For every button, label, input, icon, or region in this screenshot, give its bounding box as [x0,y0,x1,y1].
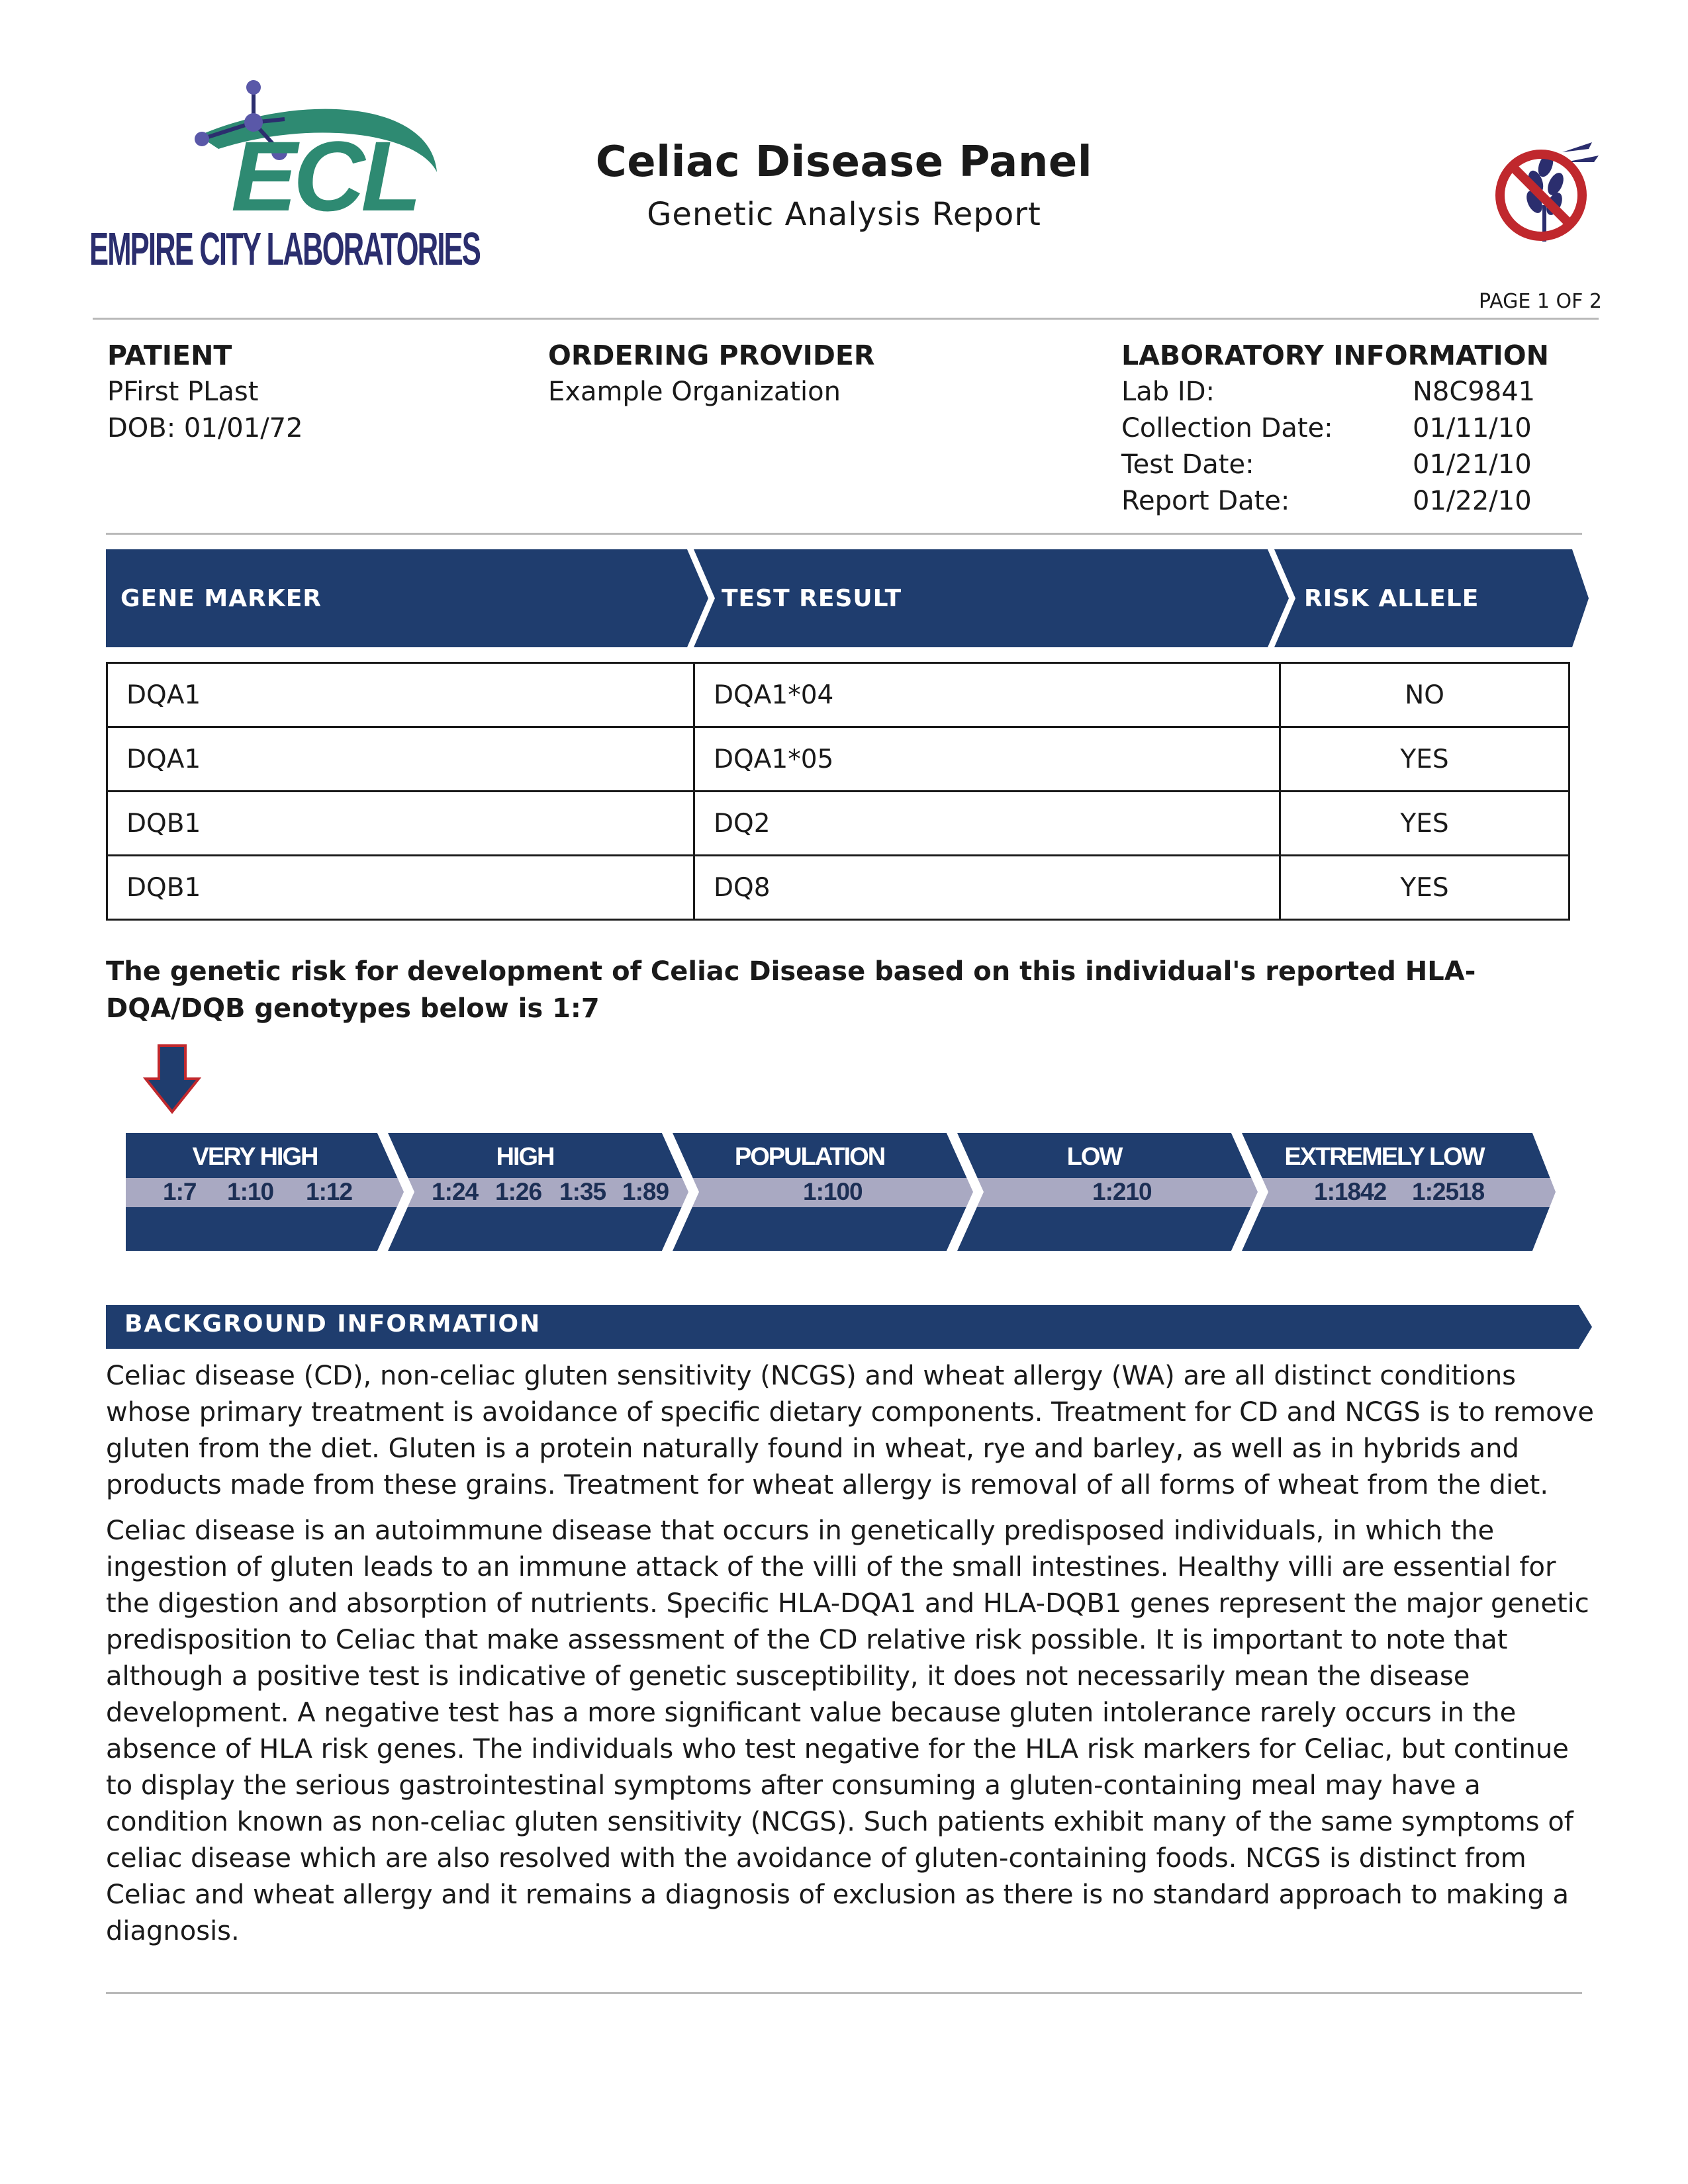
column-header-gene-marker: GENE MARKER [120,585,322,612]
background-paragraph-1: Celiac disease (CD), non-celiac gluten sensitivity (NCGS) and wheat allergy (WA) are all distinct conditions whose primary treatment is avoidance of specific dietary components. Treatment for CD and NCGS is to remove gluten from the diet. Gluten is a protein naturally found in wheat, rye and barley, as well as in hybrids and products made from these grains. Treatment for wheat allergy is removal of all forms of wheat from the diet. [106,1361,1594,1500]
lab-info-row [1121,410,1549,447]
lab-info-value: N8C9841 [1413,377,1536,407]
scale-value: 1:2518 [1412,1178,1485,1205]
table-row [107,792,1570,856]
lab-info-row [1121,483,1549,520]
test-result-cell: DQ8 [694,856,1280,920]
patient-section [107,338,303,447]
scale-value: 1:24 [432,1178,479,1205]
risk-statement: The genetic risk for development of Celiac Disease based on this individual's reported HLA-DQA/DQB genotypes below is 1:7 [106,956,1476,1024]
scale-value: 1:100 [803,1178,863,1205]
gene-marker-cell: DQB1 [107,856,694,920]
footer-divider [106,1992,1582,1994]
background-paragraph-2: Celiac disease is an autoimmune disease that occurs in genetically predisposed individuals, in which the ingestion of gluten leads to an immune attack of the villi of the small intestines. Healthy villi are essential for the digestion and absorption of nutrients. Specific HLA-DQA1 and HLA-DQB1 genes represent the major genetic predisposition to Celiac that make assessment of the CD relative risk possible. It is important to note that although a positive test is indicative of genetic susceptibility, it does not necessarily mean the disease development. A negative test has a more significant value because gluten intolerance rarely occurs in the absence of HLA risk genes. The individuals who test negative for the HLA risk markers for Celiac, but continue to display the serious gastrointestinal symptoms after consuming a gluten-containing meal may have a condition known as non-celiac gluten sensitivity (NCGS). Such patients exhibit many of the same symptoms of celiac disease which are also resolved with the avoidance of gluten-containing foods. NCGS is distinct from Celiac and wheat allergy and it remains a diagnosis of exclusion as there is no standard approach to making a diagnosis. [106,1516,1589,1946]
gene-marker-cell: DQA1 [107,663,694,727]
background-heading: BACKGROUND INFORMATION [124,1310,541,1338]
risk-allele-cell: NO [1280,663,1570,727]
lab-info-label: Lab ID: [1121,377,1215,407]
page-title: Celiac Disease Panel [595,138,1093,187]
lab-info-label: Test Date: [1121,449,1254,480]
results-table [106,662,1570,921]
lab-info-section [1121,338,1549,520]
column-header-risk-allele: RISK ALLELE [1304,585,1479,612]
scale-value: 1:10 [227,1178,274,1205]
risk-allele-cell: YES [1280,792,1570,856]
lab-info-value: 01/21/10 [1413,449,1532,480]
table-row [107,856,1570,920]
logo-company-name: EMPIRE CITY LABORATORIES [89,223,481,275]
table-row [107,727,1570,792]
table-row [107,663,1570,727]
scale-value: 1:7 [163,1178,197,1205]
scale-label-population: POPULATION [734,1143,885,1171]
test-result-cell: DQ2 [694,792,1280,856]
page-number: PAGE 1 OF 2 [1478,290,1602,313]
provider-section [548,338,875,410]
test-result-cell: DQA1*04 [694,663,1280,727]
patient-heading: PATIENT [107,340,232,371]
provider-name: Example Organization [548,377,841,407]
logo-monogram: ECL [231,120,418,232]
patient-dob: DOB: 01/01/72 [107,413,303,443]
patient-name: PFirst PLast [107,377,259,407]
no-wheat-icon [1483,132,1602,251]
scale-value: 1:35 [559,1178,606,1205]
scale-label-very-high: VERY HIGH [192,1143,318,1171]
down-arrow-icon [144,1044,200,1113]
header-divider [93,318,1599,320]
scale-value: 1:12 [306,1178,353,1205]
gene-marker-cell: DQB1 [107,792,694,856]
scale-value: 1:210 [1092,1178,1152,1205]
lab-info-value: 01/11/10 [1413,413,1532,443]
risk-allele-cell: YES [1280,856,1570,920]
risk-allele-cell: YES [1280,727,1570,792]
scale-label-low: LOW [1066,1143,1122,1171]
scale-value: 1:26 [495,1178,542,1205]
test-result-cell: DQA1*05 [694,727,1280,792]
lab-info-row [1121,374,1549,410]
column-header-test-result: TEST RESULT [722,585,902,612]
scale-label-high: HIGH [496,1143,554,1171]
lab-info-value: 01/22/10 [1413,486,1532,516]
scale-label-extremely-low: EXTREMELY LOW [1284,1143,1484,1171]
lab-info-row [1121,447,1549,483]
page-subtitle: Genetic Analysis Report [647,196,1041,233]
gene-marker-cell: DQA1 [107,727,694,792]
lab-info-label: Report Date: [1121,486,1290,516]
scale-value: 1:89 [622,1178,669,1205]
lab-info-heading: LABORATORY INFORMATION [1121,340,1549,371]
provider-heading: ORDERING PROVIDER [548,340,875,371]
lab-info-label: Collection Date: [1121,413,1333,443]
scale-value: 1:1842 [1314,1178,1387,1205]
info-divider [106,533,1582,535]
